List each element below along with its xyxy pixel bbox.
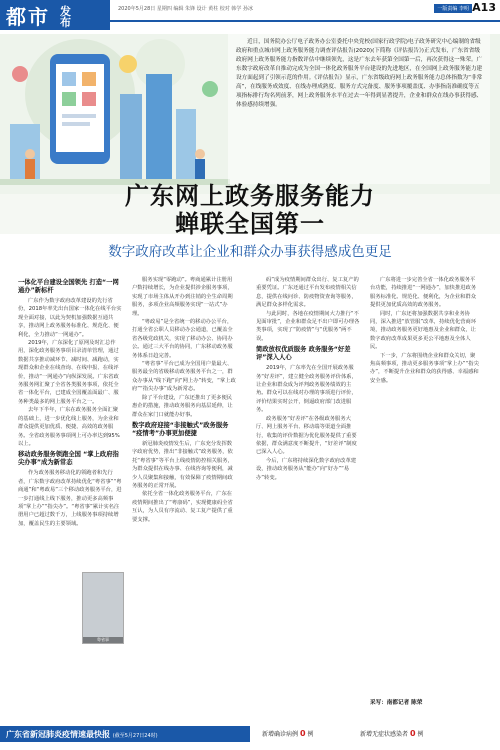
body-paragraph: 与此同时，各地在疫情期间大力推行“不见面审批”，企业和群众足不出户即可办理各类事项，实现了“防疫情”与“优服务”两不误。 <box>256 310 360 342</box>
section-subtitle: 发布 <box>60 5 71 29</box>
body-paragraph: 去年下半年，广东在政务服务全面汇聚的基础上，进一步优化线上服务，为企业和群众提供更加优质、便捷、高效的政务服务。全省政务服务事项网上可办率达到95%以上。 <box>18 407 120 447</box>
section-subhead: 移动政务服务领跑全国 “掌上政府指尖办事”成为新常态 <box>18 451 119 467</box>
lead-paragraph: 近日，国务院办公厅电子政务办公室委托中央党校(国家行政学院)电子政务研究中心编制的省级政府和重点城市网上政务服务能力调查评估报告(2020)(下简称《评估报告》)正式发布，广东省省级政府网上政务服务能力指数评估中继续领先，这是广东去年获第全国第一后，再次获得这一殊荣。广东数字政府改革自推动完成为全国一体化政务服务平台建设的先进地区，在全国网上政务服务能力建设方面起到了引领示范的作用。《评估报告》显示，广东省级政府网上政务服务能力总体指数为“非常高”，在线服务成效度、在线办理成熟度、服务方式完备度、服务事项覆盖度、办事指南准确度等五项指标排行均名列前茅，网上政务服务水平在过去一年得到显著提升，企业和群众在线办事获得感、体验感持续增强。 <box>236 39 483 108</box>
article-column-4 <box>370 276 480 716</box>
body-paragraph: 新冠肺炎疫情发生后，广东充分发挥数字政府优势，推出“非接触式”政务服务，依托“粤省事”等平台上线疫情防控相关服务，为群众提供在线办事、在线咨询等便利，减少人员聚集和接触，有效保障了疫情期间政务服务的正常开展。 <box>132 440 233 489</box>
author-byline: 采写：南都记者 陈荣 <box>370 700 423 706</box>
header-rule <box>110 20 500 22</box>
stat-new-asymptomatic-label: 新增无症状感染者 <box>360 731 409 738</box>
issue-meta: 2020年5月28日 星期四 编辑 朱锋 设计 黄柱 校对 韩学 孙冰 <box>118 6 253 12</box>
stat-new-asymptomatic-value: 0 <box>409 729 416 738</box>
section-subhead: 数字政府迎接“非接触式”政务服务 “疫情考”办事更加便捷 <box>132 421 229 437</box>
lead-paragraph-box <box>228 34 490 184</box>
photo-caption: 粤省事 <box>83 637 123 643</box>
stat-new-asymptomatic-unit: 例 <box>417 731 424 738</box>
body-paragraph: 码”成为疫情期间群众出行、复工复产的重要凭证。广东还通过平台发布疫情相关信息，提供在线问诊、防疫物资查询等服务，满足群众多样化需求。 <box>256 277 359 309</box>
headline-line-1: 广东网上政务服务能力 <box>125 182 375 210</box>
covid-banner-text <box>6 729 158 740</box>
covid-banner-date: (截至5月27日24时) <box>112 733 158 739</box>
article-column-1 <box>18 276 122 716</box>
body-paragraph: 广东将进一步完善全省一体化政务服务平台功能，持续推进“一网通办”，加快推进政务服务标准化、规范化、便利化，为企业和群众提供更加优质高效的政务服务。 <box>370 277 477 309</box>
body-paragraph: 服务实现“零跑动”。粤商通累计注册用户数持续增长，为企业提供涉企服务事项，实现了市场主体从开办到注销的全生命周期服务，多项企业高频服务实现“一站式”办理。 <box>132 277 233 317</box>
app-photo <box>82 572 124 644</box>
section-logo <box>0 0 110 30</box>
body-paragraph: 依托全省一体化政务服务平台，广东在疫情期间推出了“粤康码”，实现健康码全省互认，为人员有序流动、复工复产提供了重要支撑。 <box>132 491 233 523</box>
body-paragraph: 政务服务“好差评”在各级政务服务大厅、网上服务平台、移动端等渠道全面推行，收集的评价数据为优化服务提供了重要依据，群众满意度不断提升，“好差评”制度已深入人心。 <box>256 415 357 456</box>
body-paragraph: 2019年，广东率先在全国开展政务服务“好差评”，建立健全政务服务评价体系，让企业和群众成为评判政务服务绩效的主角。群众可以在线对办理的事项进行评价，评价结果实时公开，倒逼政府部门改进服务。 <box>256 365 357 414</box>
body-paragraph: 同时，广东还将加强数据共享和业务协同，深入推进“放管服”改革，持续优化营商环境，推动政务服务更好地惠及企业和群众，让数字政府改革成果更多更公平地惠及全体人民。 <box>370 310 477 351</box>
page-number: A13 <box>472 1 496 14</box>
body-paragraph: “粤政易”是全省统一的移动办公平台，打通全省公职人员移动办公通道，已覆盖全省各级党政机关，实现了移动办公、协同办公。通过三大平台的协同，广东移动政务服务体系日趋完善。 <box>132 319 233 359</box>
stat-new-confirmed <box>262 729 313 738</box>
page-header <box>0 0 500 34</box>
covid-banner <box>0 726 250 742</box>
stat-new-confirmed-label: 新增确诊病例 <box>262 731 299 738</box>
stat-new-asymptomatic <box>360 729 423 738</box>
section-title: 都市 <box>6 5 50 29</box>
body-paragraph: 2019年，广东深化了原网及时汇总作用，深化政务服务事项目录清单管理，通过数据共享推动减环节、减时间、减跑动，实现群众和企业在线查询、在线申报、在线评价，推动“一网通办”向纵深发展。广东省政务服务网汇聚了全省各类服务事项，依托全省一体化平台，已建成全国覆盖面最广、服务种类最多的网上服务平台之一。 <box>18 340 119 405</box>
subheadline: 数字政府改革让企业和群众办事获得感成色更足 <box>108 244 392 260</box>
body-paragraph: 除了平台建设，广东还推出了更多便民惠企的措施，推动政务服务向基层延伸，让群众在家门口就能办好事。 <box>132 394 233 418</box>
body-paragraph: 今后，广东将持续深化数字政府改革建设，推动政务服务从“能办”向“好办”“易办”转变。 <box>256 457 357 481</box>
article-column-2 <box>132 276 236 716</box>
body-paragraph: 作为政务服务移动化的领跑者和先行者，广东数字政府改革持续优化“粤省事”“粤商通”和“粤政易”三个移动政务服务平台，进一步打通线上线下服务，推动更多高频事项“掌上办”“指尖办”。“粤省事”累计实名注册用户已超过数千万，上线服务事项持续增加，覆盖民生的主要领域。 <box>18 470 122 527</box>
stat-new-confirmed-value: 0 <box>299 729 306 738</box>
article-column-3 <box>256 276 360 716</box>
section-subhead: 简政放权优质服务 政务服务“好差评”深入人心 <box>256 346 351 362</box>
page-footer <box>0 720 500 750</box>
body-paragraph: “粤省事”平台已成为全国用户量最大、服务最全的省级移动政务服务平台之一，群众办事从“线下跑”向“网上办”转变，“掌上政府”“指尖办事”成为新常态。 <box>132 361 236 393</box>
body-paragraph: 广东作为数字政府改革建设的先行省份，2018年率先出台国家一体化在线平台实现全面对接，以此为契机加强数据互通共享，推动网上政务服务标准化、规范化、便利化，全力推动“一网通办”。 <box>18 298 122 338</box>
headline-line-2: 蝉联全国第一 <box>175 210 325 238</box>
covid-banner-title: 广东省新冠肺炎疫情速最快报 <box>6 730 110 739</box>
section-subhead: 一体化平台建设全国领先 打造“一网通办”新标杆 <box>18 279 119 294</box>
editor-tag: 一版责编 李明 <box>434 4 472 13</box>
stat-new-confirmed-unit: 例 <box>307 731 314 738</box>
body-paragraph: 下一步，广东将围绕企业和群众关切，聚焦高频事项，推动更多服务事项“掌上办”“指尖办”，不断提升企业和群众的获得感、幸福感和安全感。 <box>370 352 479 384</box>
